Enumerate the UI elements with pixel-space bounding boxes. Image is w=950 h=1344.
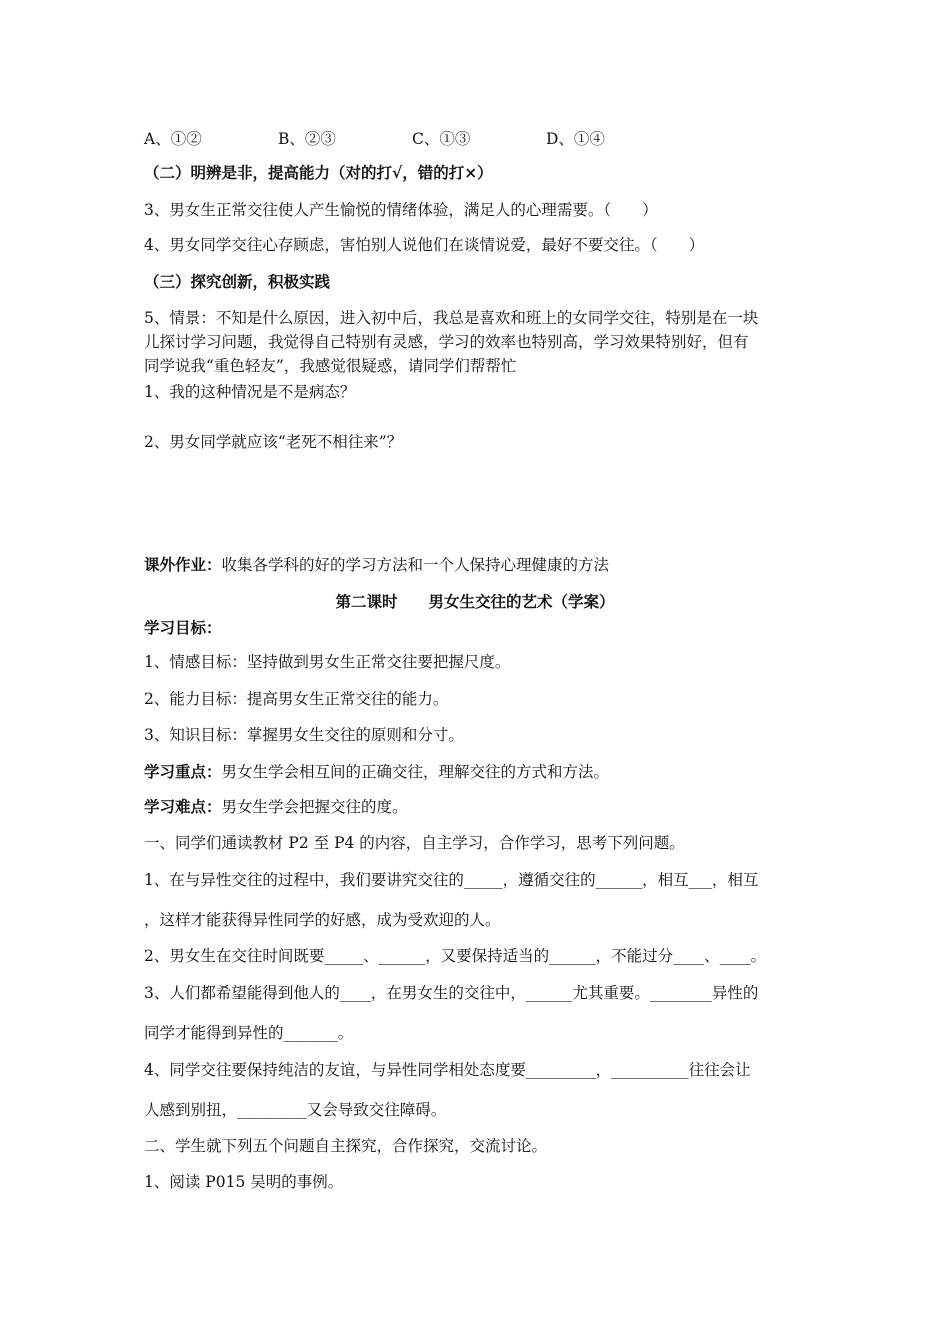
difficulty-label: 学习难点： (144, 797, 222, 816)
lesson-title: 第二课时 男女生交往的艺术（学案） (335, 592, 615, 611)
key-points-text: 男女生学会相互间的正确交往，理解交往的方式和方法。 (221, 763, 610, 781)
section-heading-3: （三）探究创新，积极实践 (144, 272, 331, 291)
option-d: D、①④ (546, 130, 605, 148)
question-4: 4、男女同学交往心存顾虑，害怕别人说他们在谈情说爱，最好不要交往。（ ） (144, 236, 705, 254)
fill-2: 2、男女生在交往时间既要_____、______，又要保持适当的______，不能过分____、____。 (144, 947, 767, 965)
fill-4-line-1: 4、同学交往要保持纯洁的友谊，与异性同学相处态度要_________，__________往往会让 (144, 1061, 751, 1079)
question-5-line-1: 5、情景：不知是什么原因，进入初中后，我总是喜欢和班上的女同学交往，特别是在一块 (144, 309, 759, 327)
fill-3-line-2: 同学才能得到异性的_______。 (144, 1024, 354, 1042)
section-heading-2: （二）明辨是非，提高能力（对的打√，错的打×） (144, 163, 493, 182)
goal-1: 1、情感目标：坚持做到男女生正常交往要把握尺度。 (144, 653, 511, 671)
question-5-sub-1: 1、我的这种情况是不是病态？ (144, 383, 356, 401)
goal-3: 3、知识目标：掌握男女生交往的原则和分寸。 (144, 726, 464, 744)
fill-1-line-2: ，这样才能获得异性同学的好感，成为受欢迎的人。 (144, 911, 501, 929)
part-2-question-1: 1、阅读 P015 吴明的事例。 (144, 1173, 344, 1191)
part-2-intro: 二、学生就下列五个问题自主探究，合作探究，交流讨论。 (144, 1137, 548, 1155)
question-3: 3、男女生正常交往使人产生愉悦的情绪体验，满足人的心理需要。（ ） (144, 201, 658, 219)
goals-heading: 学习目标： (144, 618, 222, 637)
difficulty-text: 男女生学会把握交往的度。 (221, 798, 408, 816)
fill-4-line-2: 人感到别扭，_________又会导致交往障碍。 (144, 1101, 447, 1119)
question-5-sub-2: 2、男女同学就应该“老死不相往来”？ (144, 433, 403, 451)
key-points (144, 762, 609, 782)
option-c: C、①③ (412, 130, 471, 148)
option-b: B、②③ (278, 130, 336, 148)
fill-1-line-1: 1、在与异性交往的过程中，我们要讲究交往的_____，遵循交往的______，相互___，相互 (144, 871, 759, 889)
question-5-line-2: 儿探讨学习问题，我觉得自己特别有灵感，学习的效率也特别高，学习效果特别好，但有 (144, 333, 749, 351)
homework (144, 555, 609, 575)
fill-3-line-1: 3、人们都希望能得到他人的____，在男女生的交往中，______尤其重要。________异性的 (144, 984, 759, 1002)
question-5-line-3: 同学说我“重色轻友”，我感觉很疑惑，请同学们帮帮忙 (144, 357, 517, 375)
homework-text: 收集各学科的好的学习方法和一个人保持心理健康的方法 (221, 556, 610, 574)
part-1-intro: 一、同学们通读教材 P2 至 P4 的内容，自主学习，合作学习，思考下列问题。 (144, 834, 685, 852)
difficulty (144, 797, 408, 817)
homework-label: 课外作业： (144, 555, 222, 574)
key-points-label: 学习重点： (144, 762, 222, 781)
goal-2: 2、能力目标：提高男女生正常交往的能力。 (144, 690, 449, 708)
option-a: A、①② (144, 130, 202, 148)
